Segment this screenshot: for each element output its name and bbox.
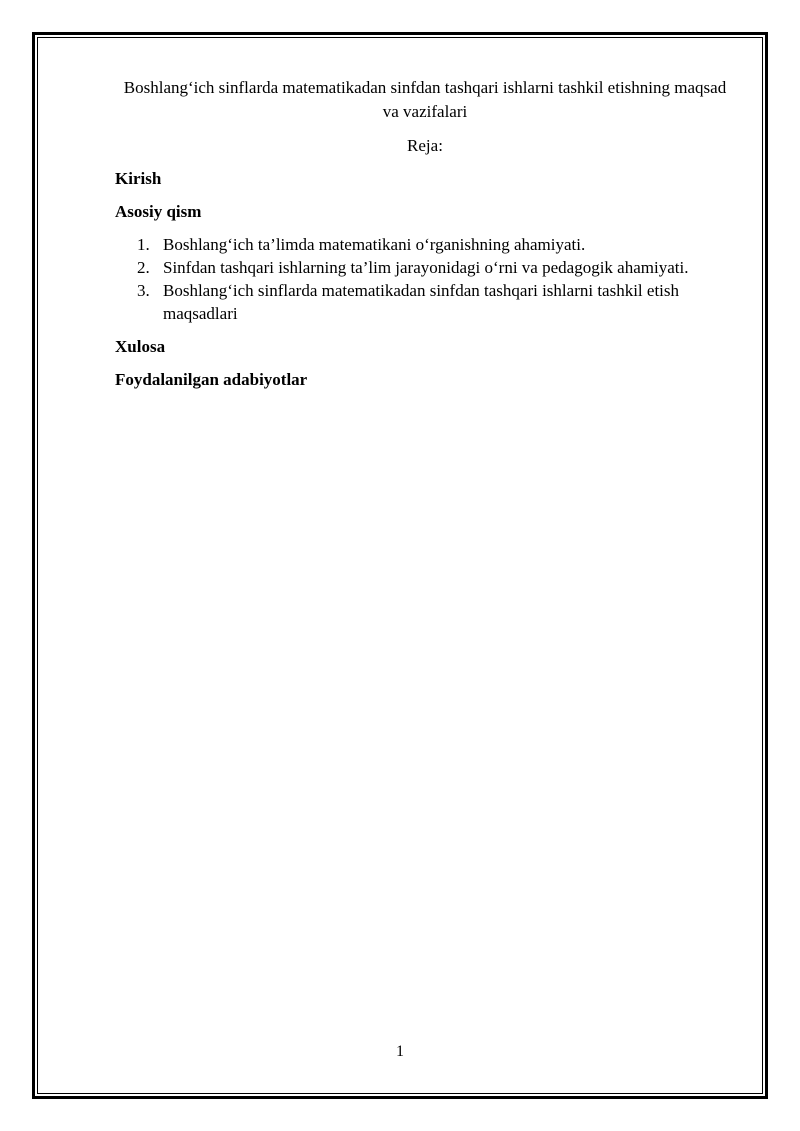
list-item-number: 3. xyxy=(137,281,150,300)
section-main: Asosiy qism xyxy=(115,202,202,221)
list-item xyxy=(115,256,735,279)
section-references: Foydalanilgan adabiyotlar xyxy=(115,370,308,389)
list-item-number: 1. xyxy=(137,235,150,254)
section-conclusion: Xulosa xyxy=(115,337,166,356)
list-item xyxy=(115,279,735,325)
main-items-list xyxy=(115,233,735,325)
page-number: 1 xyxy=(396,1043,404,1060)
list-item xyxy=(115,233,735,256)
list-item-text: Boshlang‘ich sinflarda matematikadan sinfdan tashqari ishlarni tashkil etish maqsadlari xyxy=(163,281,680,323)
document-body xyxy=(115,76,735,391)
list-item-text: Boshlang‘ich ta’limda matematikani o‘rganishning ahamiyati. xyxy=(163,235,586,254)
list-item-text: Sinfdan tashqari ishlarning ta’lim jarayonidagi o‘rni va pedagogik ahamiyati. xyxy=(163,258,689,277)
list-item-number: 2. xyxy=(137,258,150,277)
document-title: Boshlang‘ich sinflarda matematikadan sinfdan tashqari ishlarni tashkil etishning maqsad va vazifalari xyxy=(123,78,727,121)
plan-label: Reja: xyxy=(407,136,443,155)
section-intro: Kirish xyxy=(115,169,162,188)
